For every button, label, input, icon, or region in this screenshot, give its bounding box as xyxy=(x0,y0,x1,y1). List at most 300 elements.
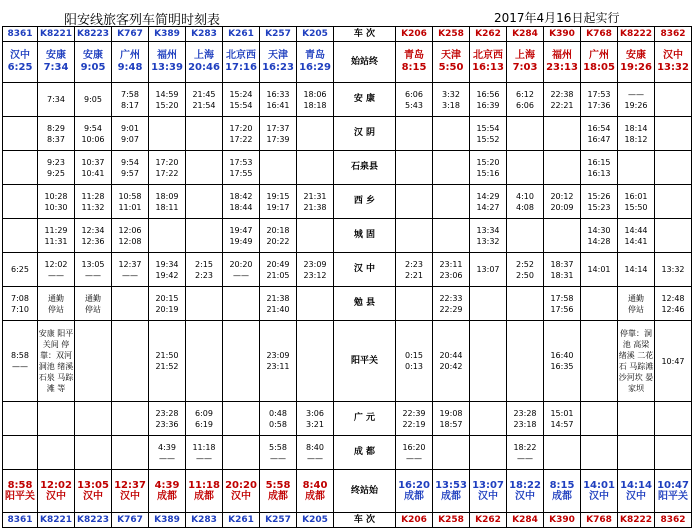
time-cell xyxy=(186,253,223,287)
arrive-time: 10:28 xyxy=(44,191,68,201)
depart-time: 17:56 xyxy=(550,304,574,314)
origin-station: 天津 xyxy=(268,50,288,61)
depart-time: 14:27 xyxy=(476,202,500,212)
time-cell xyxy=(618,321,655,402)
train-number: K258 xyxy=(433,513,470,528)
arrive-time: 9:01 xyxy=(121,123,139,133)
train-number: K206 xyxy=(396,27,433,42)
terminal-cell xyxy=(507,470,544,513)
depart-time: 20:09 xyxy=(550,202,574,212)
time-cell xyxy=(396,287,433,321)
origin-station: 天津 xyxy=(441,50,461,61)
time-cell xyxy=(297,151,334,185)
origin-time: 13:39 xyxy=(151,62,183,73)
arrive-time: 18:09 xyxy=(155,191,179,201)
time-cell xyxy=(655,253,692,287)
depart-time: 0:13 xyxy=(405,362,423,371)
depart-time: 18:12 xyxy=(624,134,648,144)
time-cell xyxy=(618,253,655,287)
arrive-time: 16:40 xyxy=(550,351,574,360)
time-cell xyxy=(470,287,507,321)
time-cell xyxy=(544,436,581,470)
train-number-row xyxy=(3,27,692,42)
origin-time: 8:15 xyxy=(401,62,427,73)
time-cell xyxy=(581,253,618,287)
time-cell xyxy=(112,321,149,402)
time-cell xyxy=(3,321,38,402)
depart-time: 停站 xyxy=(85,304,101,314)
time-cell xyxy=(507,321,544,402)
arrive-time: 13:05 xyxy=(81,259,105,269)
train-number: K257 xyxy=(260,27,297,42)
arrive-time: 10:37 xyxy=(81,157,105,167)
terminal-time: 16:20 xyxy=(398,480,430,491)
depart-time: 23:06 xyxy=(439,270,463,280)
depart-time: 10:41 xyxy=(81,168,105,178)
station-row xyxy=(3,151,692,185)
time-cell xyxy=(396,185,433,219)
time-cell xyxy=(655,185,692,219)
time-cell xyxy=(544,402,581,436)
arrive-time: 17:20 xyxy=(155,157,179,167)
train-number: K390 xyxy=(544,27,581,42)
terminal-cell xyxy=(433,470,470,513)
time-cell xyxy=(75,151,112,185)
time-cell xyxy=(260,253,297,287)
station-row xyxy=(3,83,692,117)
depart-time: 16:41 xyxy=(266,100,290,110)
time-cell xyxy=(223,287,260,321)
depart-time: 15:52 xyxy=(476,134,500,144)
train-number: K262 xyxy=(470,513,507,528)
station-name: 城 固 xyxy=(334,219,396,253)
time-cell xyxy=(396,83,433,117)
arrive-time: 23:09 xyxy=(266,351,290,360)
time-cell xyxy=(186,117,223,151)
time-cell xyxy=(186,219,223,253)
time-cell xyxy=(260,151,297,185)
depart-time: 17:22 xyxy=(155,168,179,178)
depart-time: —— xyxy=(122,270,138,280)
arrive-time: 17:53 xyxy=(587,89,611,99)
time-cell xyxy=(618,287,655,321)
small-stations-up: 停靠：洞池 高梁 绪溪 二花石 马踪滩 沙河坎 晏家坝 xyxy=(618,329,654,393)
arrive-time: 19:15 xyxy=(266,191,290,201)
origin-time: 7:03 xyxy=(512,62,538,73)
terminal-time: 13:07 xyxy=(472,480,504,491)
terminal-station: 汉中 xyxy=(46,491,66,502)
train-number: K8223 xyxy=(75,27,112,42)
arrive-time: 19:47 xyxy=(229,225,253,235)
time-cell xyxy=(581,321,618,402)
arrive-time: 16:20 xyxy=(402,442,426,452)
depart-time: 20:19 xyxy=(155,304,179,314)
depart-time: 23:11 xyxy=(266,362,290,371)
train-number: 8362 xyxy=(655,27,692,42)
arrive-time: 9:05 xyxy=(84,95,102,104)
header-label: 车 次 xyxy=(334,27,396,42)
time-cell xyxy=(149,402,186,436)
arrive-time: 15:54 xyxy=(476,123,500,133)
time-cell xyxy=(260,402,297,436)
train-number: K390 xyxy=(544,513,581,528)
terminal-time: 8:40 xyxy=(302,480,328,491)
origin-station: 上海 xyxy=(194,50,214,61)
arrive-time: 6:12 xyxy=(516,89,534,99)
time-cell xyxy=(75,185,112,219)
time-cell xyxy=(3,117,38,151)
origin-cell xyxy=(75,42,112,83)
train-number: 8361 xyxy=(3,513,38,528)
origin-station: 北京西 xyxy=(473,50,503,61)
train-number: K767 xyxy=(112,513,149,528)
time-cell xyxy=(470,117,507,151)
time-cell xyxy=(3,402,38,436)
terminal-cell xyxy=(149,470,186,513)
time-cell xyxy=(581,287,618,321)
time-cell xyxy=(112,287,149,321)
depart-time: 2:23 xyxy=(195,270,213,280)
depart-time: 14:57 xyxy=(550,419,574,429)
arrive-time: 11:18 xyxy=(192,442,216,452)
origin-station: 北京西 xyxy=(226,50,256,61)
origin-station: 安康 xyxy=(626,50,646,61)
origin-station: 上海 xyxy=(515,50,535,61)
time-cell xyxy=(38,83,75,117)
time-cell xyxy=(470,402,507,436)
depart-time: 14:28 xyxy=(587,236,611,246)
time-cell xyxy=(507,185,544,219)
effective-date: 2017年4月16日起实行 xyxy=(494,11,620,25)
arrive-time: 17:37 xyxy=(266,123,290,133)
arrive-time: 7:34 xyxy=(47,95,65,104)
arrive-time: 10:58 xyxy=(118,191,142,201)
terminal-cell xyxy=(396,470,433,513)
time-cell xyxy=(470,219,507,253)
arrive-time: 7:08 xyxy=(11,293,29,303)
origin-time: 16:23 xyxy=(262,62,294,73)
origin-cell xyxy=(581,42,618,83)
time-cell xyxy=(260,219,297,253)
depart-time: 18:57 xyxy=(439,419,463,429)
terminal-station: 汉中 xyxy=(589,491,609,502)
origin-station: 青岛 xyxy=(404,50,424,61)
depart-time: 9:25 xyxy=(47,168,65,178)
depart-time: 18:44 xyxy=(229,202,253,212)
depart-time: 18:31 xyxy=(550,270,574,280)
origin-station: 安康 xyxy=(46,50,66,61)
time-cell xyxy=(223,117,260,151)
arrive-time: 2:52 xyxy=(516,259,534,269)
terminal-station: 成都 xyxy=(268,491,288,502)
arrive-time: 16:01 xyxy=(624,191,648,201)
terminal-station: 阳平关 xyxy=(658,491,688,502)
depart-time: 15:20 xyxy=(155,100,179,110)
terminal-time: 12:02 xyxy=(40,480,72,491)
time-cell xyxy=(186,83,223,117)
depart-time: 16:47 xyxy=(587,134,611,144)
origin-station: 广州 xyxy=(589,50,609,61)
station-row xyxy=(3,253,692,287)
time-cell xyxy=(223,185,260,219)
arrive-time: 20:49 xyxy=(266,259,290,269)
depart-time: 11:32 xyxy=(81,202,105,212)
arrive-time: 18:14 xyxy=(624,123,648,133)
train-number: K283 xyxy=(186,513,223,528)
time-cell xyxy=(149,151,186,185)
station-name: 勉 县 xyxy=(334,287,396,321)
depart-time: 13:32 xyxy=(476,236,500,246)
time-cell xyxy=(433,287,470,321)
time-cell xyxy=(507,117,544,151)
time-cell xyxy=(396,321,433,402)
train-number: K258 xyxy=(433,27,470,42)
arrive-time: —— xyxy=(628,89,644,99)
time-cell xyxy=(618,83,655,117)
depart-time: 21:54 xyxy=(192,100,216,110)
train-number: K389 xyxy=(149,513,186,528)
time-cell xyxy=(618,436,655,470)
station-row xyxy=(3,436,692,470)
depart-time: 5:43 xyxy=(405,100,423,110)
arrive-time: 通勤 xyxy=(628,293,644,303)
depart-time: 9:57 xyxy=(121,168,139,178)
origin-station: 汉中 xyxy=(663,50,683,61)
depart-time: 23:18 xyxy=(513,419,537,429)
depart-time: 18:18 xyxy=(303,100,327,110)
station-name: 汉 中 xyxy=(334,253,396,287)
origin-station: 福州 xyxy=(552,50,572,61)
depart-time: 21:52 xyxy=(155,362,179,371)
arrive-time: 5:58 xyxy=(269,442,287,452)
depart-time: 10:06 xyxy=(81,134,105,144)
terminal-station: 汉中 xyxy=(83,491,103,502)
terminal-time: 8:15 xyxy=(549,480,575,491)
time-cell xyxy=(260,321,297,402)
terminal-station: 汉中 xyxy=(478,491,498,502)
origin-time: 16:29 xyxy=(299,62,331,73)
time-cell xyxy=(618,117,655,151)
origin-time: 19:26 xyxy=(620,62,652,73)
time-cell xyxy=(75,402,112,436)
station-row xyxy=(3,321,692,402)
time-cell xyxy=(433,321,470,402)
origin-time: 5:50 xyxy=(438,62,464,73)
arrive-time: 20:15 xyxy=(155,293,179,303)
time-cell xyxy=(38,219,75,253)
terminal-cell xyxy=(655,470,692,513)
terminal-row xyxy=(3,470,692,513)
station-row xyxy=(3,402,692,436)
arrive-time: 15:20 xyxy=(476,157,500,167)
arrive-time: 16:33 xyxy=(266,89,290,99)
time-cell xyxy=(38,151,75,185)
time-cell xyxy=(223,321,260,402)
time-cell xyxy=(396,151,433,185)
depart-time: 16:39 xyxy=(476,100,500,110)
time-cell xyxy=(470,151,507,185)
origin-cell xyxy=(433,42,470,83)
depart-time: 19:17 xyxy=(266,202,290,212)
depart-time: 22:19 xyxy=(402,419,426,429)
time-cell xyxy=(297,321,334,402)
time-cell xyxy=(507,151,544,185)
time-cell xyxy=(112,83,149,117)
depart-time: —— xyxy=(159,453,175,463)
time-cell xyxy=(544,117,581,151)
time-cell xyxy=(260,83,297,117)
depart-time: 16:35 xyxy=(550,362,574,371)
time-cell xyxy=(618,219,655,253)
depart-time: 22:29 xyxy=(439,304,463,314)
time-cell xyxy=(507,436,544,470)
train-number: K205 xyxy=(297,513,334,528)
terminal-cell xyxy=(297,470,334,513)
train-number: K261 xyxy=(223,27,260,42)
arrive-time: 13:07 xyxy=(476,265,500,274)
arrive-time: 12:34 xyxy=(81,225,105,235)
depart-time: —— xyxy=(406,453,422,463)
time-cell xyxy=(544,83,581,117)
depart-time: 12:08 xyxy=(118,236,142,246)
arrive-time: 22:33 xyxy=(439,293,463,303)
arrive-time: 7:58 xyxy=(121,89,139,99)
arrive-time: 23:28 xyxy=(155,408,179,418)
time-cell xyxy=(470,321,507,402)
depart-time: 21:38 xyxy=(303,202,327,212)
terminal-station: 成都 xyxy=(305,491,325,502)
time-cell xyxy=(75,117,112,151)
header-label: 车 次 xyxy=(334,513,396,528)
time-cell xyxy=(581,83,618,117)
arrive-time: 8:58 xyxy=(11,351,29,360)
terminal-time: 10:47 xyxy=(657,480,689,491)
train-number-row xyxy=(3,513,692,528)
terminal-cell xyxy=(618,470,655,513)
time-cell xyxy=(507,219,544,253)
time-cell xyxy=(149,321,186,402)
time-cell xyxy=(223,83,260,117)
arrive-time: 20:44 xyxy=(439,351,463,360)
time-cell xyxy=(223,253,260,287)
arrive-time: 8:29 xyxy=(47,123,65,133)
time-cell xyxy=(433,117,470,151)
origin-station: 青岛 xyxy=(305,50,325,61)
terminal-time: 12:37 xyxy=(114,480,146,491)
time-cell xyxy=(38,436,75,470)
train-number: K768 xyxy=(581,513,618,528)
depart-time: —— xyxy=(517,453,533,463)
time-cell xyxy=(149,253,186,287)
origin-station: 福州 xyxy=(157,50,177,61)
time-cell xyxy=(112,219,149,253)
terminal-cell xyxy=(38,470,75,513)
origin-cell xyxy=(186,42,223,83)
terminal-station: 汉中 xyxy=(231,491,251,502)
depart-time: 7:10 xyxy=(11,304,29,314)
depart-time: 17:55 xyxy=(229,168,253,178)
station-name: 广 元 xyxy=(334,402,396,436)
train-number: K768 xyxy=(581,27,618,42)
time-cell xyxy=(470,185,507,219)
time-cell xyxy=(38,287,75,321)
train-number: K284 xyxy=(507,513,544,528)
time-cell xyxy=(223,151,260,185)
arrive-time: 15:26 xyxy=(587,191,611,201)
depart-time: 16:13 xyxy=(587,168,611,178)
origin-time: 20:46 xyxy=(188,62,220,73)
arrive-time: 14:59 xyxy=(155,89,179,99)
time-cell xyxy=(581,151,618,185)
time-cell xyxy=(3,83,38,117)
time-cell xyxy=(186,402,223,436)
terminal-time: 4:39 xyxy=(154,480,180,491)
time-cell xyxy=(3,436,38,470)
time-cell xyxy=(38,253,75,287)
time-cell xyxy=(149,287,186,321)
depart-time: 0:58 xyxy=(269,419,287,429)
terminal-time: 8:58 xyxy=(7,480,33,491)
time-cell xyxy=(297,219,334,253)
arrive-time: 14:14 xyxy=(624,265,648,274)
train-number: 8362 xyxy=(655,513,692,528)
time-cell xyxy=(433,402,470,436)
time-cell xyxy=(3,287,38,321)
arrive-time: 23:11 xyxy=(439,259,463,269)
time-cell xyxy=(507,253,544,287)
time-cell xyxy=(581,117,618,151)
time-cell xyxy=(581,219,618,253)
time-cell xyxy=(655,83,692,117)
time-cell xyxy=(297,253,334,287)
depart-time: 12:36 xyxy=(81,236,105,246)
arrive-time: 16:54 xyxy=(587,123,611,133)
origin-time: 17:16 xyxy=(225,62,257,73)
terminal-time: 18:22 xyxy=(509,480,541,491)
time-cell xyxy=(581,436,618,470)
origin-cell xyxy=(112,42,149,83)
arrive-time: 18:06 xyxy=(303,89,327,99)
station-row xyxy=(3,185,692,219)
time-cell xyxy=(618,185,655,219)
arrive-time: 19:34 xyxy=(155,259,179,269)
train-number: K8221 xyxy=(38,513,75,528)
depart-time: 14:41 xyxy=(624,236,648,246)
arrive-time: 9:54 xyxy=(84,123,102,133)
arrive-time: 6:06 xyxy=(405,89,423,99)
time-cell xyxy=(3,185,38,219)
origin-cell xyxy=(396,42,433,83)
depart-time: 19:26 xyxy=(624,100,648,110)
arrive-time: 21:38 xyxy=(266,293,290,303)
time-cell xyxy=(470,253,507,287)
terminal-cell xyxy=(112,470,149,513)
time-cell xyxy=(544,287,581,321)
arrive-time: 11:28 xyxy=(81,191,105,201)
arrive-time: 17:20 xyxy=(229,123,253,133)
depart-time: 15:50 xyxy=(624,202,648,212)
depart-time: 3:18 xyxy=(442,100,460,110)
depart-time: 19:42 xyxy=(155,270,179,280)
origin-cell xyxy=(507,42,544,83)
time-cell xyxy=(38,117,75,151)
terminal-cell xyxy=(260,470,297,513)
time-cell xyxy=(297,83,334,117)
origin-cell xyxy=(3,42,38,83)
time-cell xyxy=(112,253,149,287)
terminal-cell xyxy=(544,470,581,513)
depart-time: 6:25 xyxy=(11,265,29,274)
